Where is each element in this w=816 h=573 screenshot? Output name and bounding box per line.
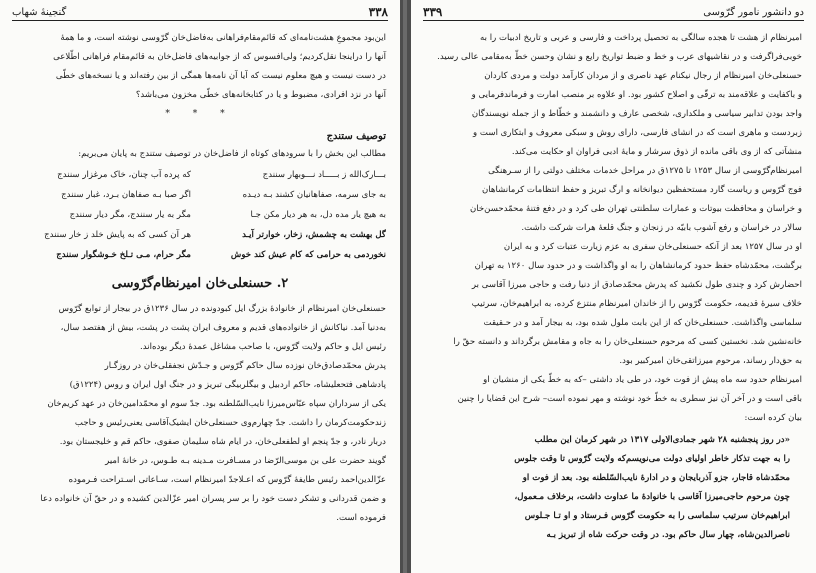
left-page (0, 0, 400, 573)
quote-line: چون مرحوم حاجی‌میرزا آقاسی با خانوادهٔ ما عداوت داشت، برخلاف مـعمول، (514, 492, 790, 502)
body-line: حسنعلی‌خان امیرنظام از رجال نیکنام عهد ناصری و از مردان کارآمد دولت و مردی کاردان (484, 71, 802, 81)
verse-hemistich: که پرده آب چنان، خاک مرغزار سنندج (57, 170, 191, 180)
left-page-body (14, 30, 386, 529)
quote-line: محمّدشاه قاجار، جزو آذربایجان و در ادارهٔ نایب‌السّلطنه بود. بعد از فوت او (522, 473, 790, 483)
body-line: باقی است و در آخر آن نیز سطری به خطّ خود نوشته و مهر نموده است– شرح این قضایا را چنین (457, 394, 802, 404)
body-line: خلاف سیرهٔ قدیمه، حکومت گرّوس را از خاندان امیرنظام منتزع کرده، به ابراهیم‌خان، سرتیپ (471, 299, 802, 309)
body-line: بیان کرده است: (744, 413, 802, 423)
body-line: به‌دنیا آمد. نیاکانش از خانواده‌های قدیم و معروف ایران پشت در پشت، بیش از هفتصد سال، (60, 323, 386, 333)
body-line: رئیس ایل و حاکم ولایت گرّوس، با صاحب مشاغل عمدهٔ دیگر بوده‌اند. (139, 342, 386, 352)
running-title: دو دانشور نامور گرّوسی (703, 7, 804, 18)
body-line: امیرنظام حدود سه ماه پیش از فوت خود، در طی یاد داشتی –که به خطّ یکی از منشیان او (483, 375, 802, 385)
quote-line: ابراهیم‌خان سرتیب سلماسی را به حکومت گرّوس فـرستاد و او تـا جـلوس (524, 511, 790, 521)
body-line: و باکفایت و علاقه‌مند به ترقّی و اصلاح کشور بود. او علاوه بر منصب امارت و فرماندفرمایی و (471, 90, 802, 100)
body-line: امیرنظام‌گرّوسی از سال ۱۲۵۳ تا ۱۲۷۵ق در مراحل خدمات مختلف دولتی را از سـرهنگی (488, 166, 802, 176)
subheading: توصیف ستندج (326, 131, 386, 142)
body-line: حسنعلی‌خان امیرنظام از خانوادهٔ بزرگ ایل کبودونده در سال ۱۲۳۶ق در بیجار از توابع گرّوس (58, 304, 386, 314)
body-line: زند‌حکومت‌کرمان را داشت. جدّ چهارم‌وی حسنعلی‌خان ایشیک‌آقاسی یعنی‌رئیس و حاجب (74, 418, 386, 428)
quoted-memo (425, 431, 802, 545)
intro-line: آنها در نزد افرادی، مضبوط و یا در کتابخانه‌های خطّی مخزون می‌باشد؟ (135, 90, 386, 100)
body-line: واجد بودن تدابیر سیاسی و ملکداری، شخصی عارف و دانشمند و خطّاط و از جمله نویسندگان (471, 109, 802, 119)
body-line: فرموده است. (336, 513, 386, 523)
body-line: فوج گرّوس و ریاست گارد مستحفظین دیوانخانه و ارگ تبریز و حفظ انتظامات کرمانشاهان (481, 185, 802, 195)
page-number: ۳۳۸ (368, 5, 388, 19)
verse-hemistich: به هیچ یار مده دل، به هر دیار مکن جـا (250, 210, 386, 220)
body-line: منشآتی که از وی باقی مانده از ذوق سرشار و مایهٔ ادبی فراوان او حکایت می‌کند. (511, 147, 802, 157)
body-line: او در سال ۱۲۵۷ بعد از آنکه حسنعلی‌خان سفری به عزم زیارت عتبات کرد و به ایران (503, 242, 802, 252)
body-line: عزّالدین‌احمد رئیس طایفهٔ گرّوس که اعـلاجدّ امیرنظام است، سـاعاتی اسـتراحت فـرموده (68, 475, 386, 485)
body-line: پدرش محمّدصادق‌خان نوزده سال حاکم گرّوس و جـدّش نجفقلی‌خان در روزگـار (104, 361, 386, 371)
verse-hemistich: مگر حرام، مـی تـلخ خـوشگوار سنندج (56, 250, 191, 260)
body-line: برگشت، محمّدشاه حفظ حدود کرمانشاهان را به او واگذاشت و در حدود سال ۱۲۶۰ به تهران (474, 261, 802, 271)
verse-hemistich: اگر صبا بـه صفاهان بـرد، غبار سنندج (61, 190, 191, 200)
intro-line: این‌بود مجموعِ هشت‌نامه‌ای که قائم‌مقام‌فراهانی به‌فاضل‌خان گرّوسی نوشته است، و ما همهٔ (60, 33, 386, 43)
intro-line: آنها را درا‌ینجا نقل‌کردیم؛ ولی‌افسوس که از جوابیه‌های فاضل‌خان به قائم‌مقام فراهانی اطّلاعی (53, 52, 386, 62)
body-line: یکی از سرداران سپاه عبّاس‌میرزا نایب‌السّلطنه بود. جدّ سوم او محمّدامین‌خان در عهد کریم‌خان (47, 399, 386, 409)
body-line: خانه‌نشین شد. نخستین کسی که مرحوم حسنعلی‌خان را به جاه و مقامش برگرداند و دانسته حقّ را (453, 337, 802, 347)
verse-hemistich: گل بهشت به چشمش، زخار، خوارتر آیـد (242, 230, 386, 240)
body-line: و ضمن قدردانی و تشکر دست خود را بر سر پسران امیر عزّالدین کشیده و در حقّ آن خانواده دعا (40, 494, 386, 504)
running-title: گنجینهٔ شهاب (12, 7, 67, 18)
section-title: ۲. حسنعلی‌خان امیرنظام‌گرّوسی (111, 276, 289, 291)
right-page-body (425, 30, 802, 545)
body-line: احضارش کرد و چندی طول نکشید که پدرش محمّدصادق از دنیا رفت و حاجی میرزا آقاسی بر (471, 280, 802, 290)
body-line: به حق‌دار رساند، مرحوم میرزاتقی‌خان امیرکبیر بود. (619, 356, 802, 366)
book-gutter (400, 0, 411, 573)
verse-hemistich: به جای سرمه، صفاهانیان کشند بـه دیـده (242, 190, 386, 200)
section-divider-stars: * * * (165, 109, 235, 119)
poem-verses (14, 165, 386, 265)
quote-line: ناصرالدین‌شاه، چهار سال حاکم بود. در وقت حرکت شاه از تبریز بـه (546, 530, 790, 540)
page-number: ۳۳۹ (423, 5, 443, 19)
body-line: امیرنظام از هشت تا هجده سالگی به تحصیل پرداخت و فارسی و عربی و تاریخ ادبیات را به (479, 33, 802, 43)
body-line: گویند حضرت علی بن موسی‌الرّضا در مسـافرت مـدینه بـه طـوس، در خانهٔ امیر (105, 456, 386, 466)
intro-line: در دست نیست و هیچ معلوم نیست که آیا آن نامه‌ها همگی از بین رفته‌اند و یا نسخه‌های خطّی (55, 71, 386, 81)
body-line: پادشاهی فتحعلیشاه، حاکم اردبیل و بیگلربیگی تبریز و در جنگ اول ایران و روس (۱۲۲۴ق) (69, 380, 386, 390)
body-line: سلماسی واگذاشت. حسنعلی‌خان که از این بابت ملول شده بود، به بیجار آمد و در حـقیقت (483, 318, 802, 328)
body-line: زبردست و ماهری است که در انشای فارسی، دارای روش و سبکی معروف و ابتکاری است و (473, 128, 802, 138)
left-page-header (12, 6, 388, 21)
right-page-header (423, 6, 804, 21)
verse-hemistich: هر آن کسی که به پایش خلد ز خار سنندج (44, 230, 191, 240)
verse-hemistich: بـــارک‌الله ز بـــــاد نـــوبهار سنندج (262, 170, 386, 180)
verse-hemistich: نخوردمی به حرامی که کام عیش کند خوش (230, 250, 386, 260)
body-line: دربار نادر، و جدّ پنجم او لطفعلی‌خان، در ایام شاه سلیمان صفوی، حاکم قم و خلیجستان بود. (59, 437, 386, 447)
body-line: و خراسان و محافظت بیوتات و عمارات سلطنتی تهران طی کرد و در دفع فتنهٔ محمّدحسن‌خان (469, 204, 802, 214)
right-page (411, 0, 816, 573)
quote-line: «در روز پنجشنبه ۲۸ شهر جمادی‌الاولی ۱۳۱۷ در شهر کرمان این مطلب (534, 435, 790, 445)
quote-line: را به جهت تذکار خاطر اولیای دولت می‌نویسم‌که ولایت گرّوس تا وقت جلوس (514, 454, 790, 464)
body-line: سالار در خراسان و رفع آشوب بابیّه در زنجان و جنگ قلعهٔ هرات شرکت داشت. (521, 223, 802, 233)
body-line: خوبی‌فراگرفت و در نقاشیهای عرب و خط و ضبط تواریخ رایع و نشان و‌حسن خطّ به‌مقامی عالی رسید. (437, 52, 802, 62)
verse-hemistich: مگر به یار سنندج، مگر دیار سنندج (69, 210, 191, 220)
subheading-intro: مطالب این بخش را با سرودهای کوتاه از فاضل‌خان در توصیف ستندج به پایان می‌بریم: (78, 149, 386, 159)
